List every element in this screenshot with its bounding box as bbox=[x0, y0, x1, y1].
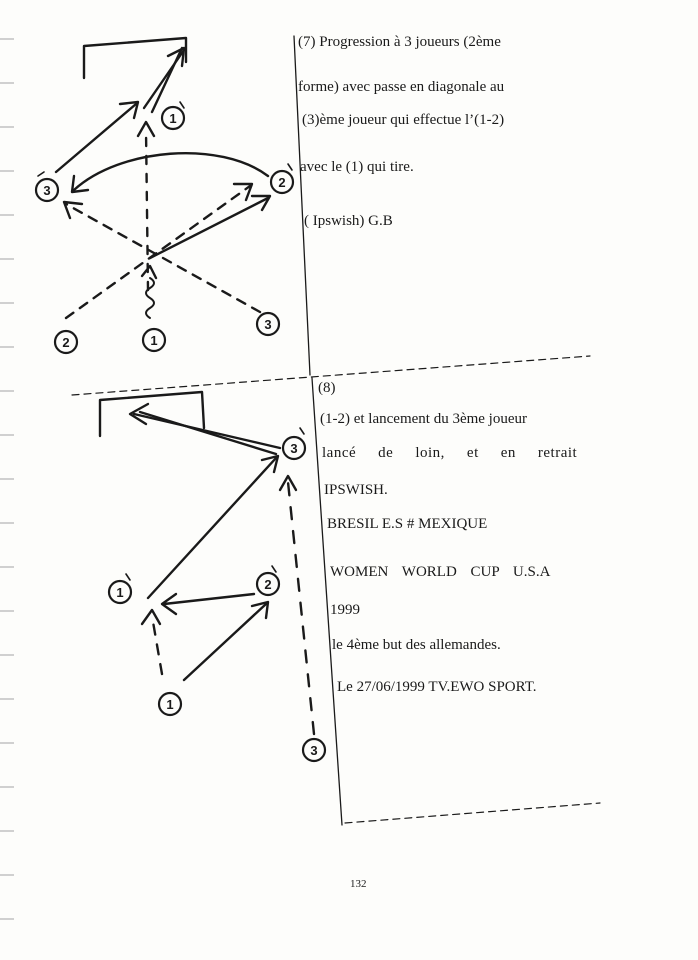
section7-line4: avec le (1) qui tire. bbox=[300, 159, 414, 175]
section8-line8: Le 27/06/1999 TV.EWO SPORT. bbox=[337, 679, 537, 695]
prime-mark bbox=[180, 102, 184, 108]
word: lancé bbox=[322, 445, 357, 461]
shot-arrow bbox=[140, 412, 276, 454]
prime-mark bbox=[272, 566, 276, 572]
pass-arrow bbox=[148, 458, 276, 598]
word: de bbox=[378, 445, 394, 461]
section8-line4: BRESIL E.S # MEXIQUE bbox=[327, 516, 488, 532]
pass-arrow bbox=[150, 198, 268, 258]
section8-line5: WOMEN WORLD CUP U.S.A bbox=[330, 564, 551, 580]
arrowhead bbox=[138, 122, 154, 136]
section7-line2: forme) avec passe en diagonale au bbox=[298, 79, 505, 95]
word: retrait bbox=[537, 445, 578, 461]
prime-mark bbox=[38, 172, 44, 176]
word: et bbox=[466, 445, 479, 461]
section8-number: (8) bbox=[318, 380, 336, 396]
pass-arrow bbox=[184, 604, 266, 680]
player-label: 3 bbox=[43, 183, 51, 198]
player-label: 3 bbox=[264, 317, 272, 332]
player-label: 1 bbox=[166, 697, 174, 712]
arrowhead bbox=[142, 266, 156, 278]
shot-arrow bbox=[134, 414, 280, 448]
player-label: 2 bbox=[62, 335, 70, 350]
word: loin, bbox=[415, 445, 445, 461]
section8-line7: le 4ème but des allemandes. bbox=[332, 637, 501, 653]
dashed-run bbox=[146, 130, 148, 290]
section8-line3: IPSWISH. bbox=[324, 482, 388, 498]
diagram-7 bbox=[56, 38, 270, 318]
player-label: 2 bbox=[278, 175, 286, 190]
section7-line1: (7) Progression à 3 joueurs (2ème bbox=[298, 34, 501, 50]
section7-line5: ( Ipswish) G.B bbox=[304, 213, 393, 229]
section8-line6: 1999 bbox=[330, 602, 360, 618]
dashed-run bbox=[66, 186, 250, 318]
goal-frame bbox=[100, 392, 204, 436]
diagram-8 bbox=[100, 392, 314, 734]
prime-mark bbox=[300, 428, 304, 434]
section-separator-bottom bbox=[345, 803, 600, 823]
player-label: 1 bbox=[169, 111, 177, 126]
player-label: 1 bbox=[150, 333, 158, 348]
section8-line1: (1-2) et lancement du 3ème joueur bbox=[320, 411, 527, 427]
dashed-run bbox=[288, 482, 314, 734]
player-label: 1 bbox=[116, 585, 124, 600]
shot-arrow bbox=[152, 48, 182, 112]
prime-mark bbox=[288, 164, 292, 170]
player-label: 3 bbox=[290, 441, 298, 456]
section8-line2 bbox=[322, 443, 577, 463]
player-label: 3 bbox=[310, 743, 318, 758]
player-label: 2 bbox=[264, 577, 272, 592]
word: en bbox=[500, 445, 516, 461]
page-number: 132 bbox=[350, 878, 367, 890]
prime-mark bbox=[126, 574, 130, 580]
arrowhead bbox=[142, 610, 160, 624]
section7-line3: (3)ème joueur qui effectue l’(1-2) bbox=[302, 112, 505, 128]
pass-arrow bbox=[164, 594, 254, 604]
